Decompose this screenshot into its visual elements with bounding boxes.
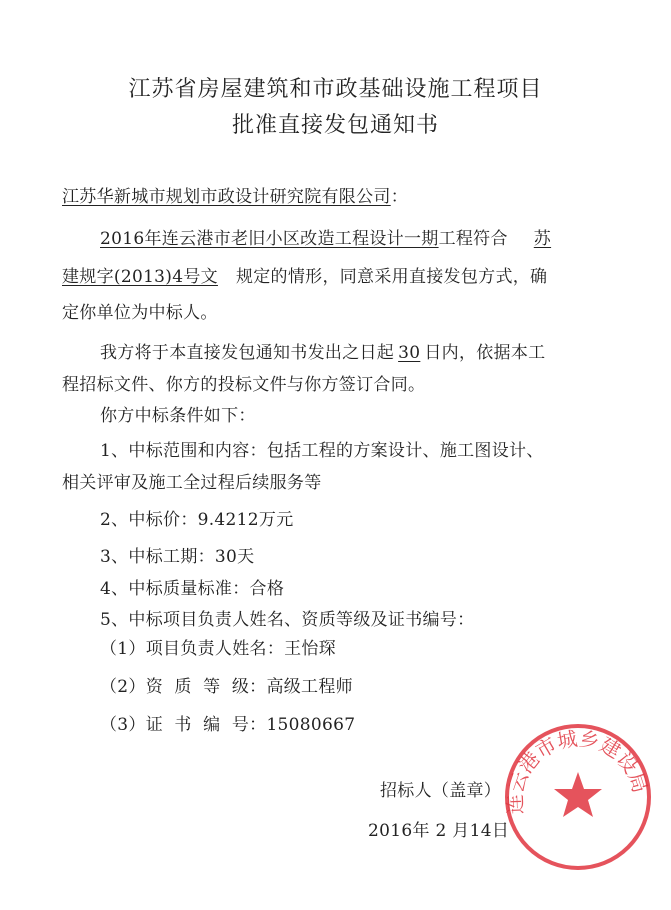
para1-line2-rest: 规定的情形，同意采用直接发包方式，确 <box>235 267 548 287</box>
doc-number-part2: 建规字(2013)4号文 <box>62 267 218 287</box>
item-5: 5、中标项目负责人姓名、资质等级及证书编号： <box>100 610 475 630</box>
title-line-1: 江苏省房屋建筑和市政基础设施工程项目 <box>128 77 543 102</box>
sub-item-3: （3）证 书 编 号：15080667 <box>100 715 356 735</box>
para1-text: 工程符合 <box>438 229 508 249</box>
para1-line3: 定你单位为中标人。 <box>62 303 218 323</box>
signing-date: 2016年 2 月14日 <box>368 821 510 841</box>
signer-label: 招标人（盖章） <box>380 781 502 801</box>
item-3: 3、中标工期：30天 <box>100 547 255 567</box>
conditions-intro: 你方中标条件如下： <box>100 406 256 426</box>
para1-line1 <box>100 224 551 249</box>
addressee-colon: ： <box>390 187 409 207</box>
title-line-2: 批准直接发包通知书 <box>231 113 439 138</box>
sub-item-1: （1）项目负责人姓名：王怡琛 <box>100 639 337 659</box>
sub-item-2: （2）资 质 等 级：高级工程师 <box>100 677 353 697</box>
doc-number-part1: 苏 <box>533 229 552 249</box>
item-4: 4、中标质量标准：合格 <box>100 579 285 599</box>
para2-before-days: 我方将于本直接发包通知书发出之日起 <box>100 343 395 363</box>
project-name: 2016年连云港市老旧小区改造工程设计一期 <box>100 229 439 249</box>
item-1-line1: 1、中标范围和内容：包括工程的方案设计、施工图设计、 <box>100 441 544 461</box>
addressee-line <box>62 182 408 207</box>
para1-line2 <box>62 262 547 287</box>
seal-star-icon <box>554 772 602 817</box>
para2-after-days: 日内，依据本工 <box>424 343 546 363</box>
official-seal-stamp <box>503 722 653 872</box>
para2-line2: 程招标文件、你方的投标文件与你方签订合同。 <box>62 375 426 395</box>
days-value: 30 <box>398 343 421 363</box>
item-2: 2、中标价：9.4212万元 <box>100 510 294 530</box>
item-1-line2: 相关评审及施工全过程后续服务等 <box>62 473 322 493</box>
para2-line1 <box>100 338 545 363</box>
addressee-name: 江苏华新城市规划市政设计研究院有限公司 <box>62 187 391 207</box>
seal-text-path: 连云港市城乡建设局 <box>503 726 653 815</box>
